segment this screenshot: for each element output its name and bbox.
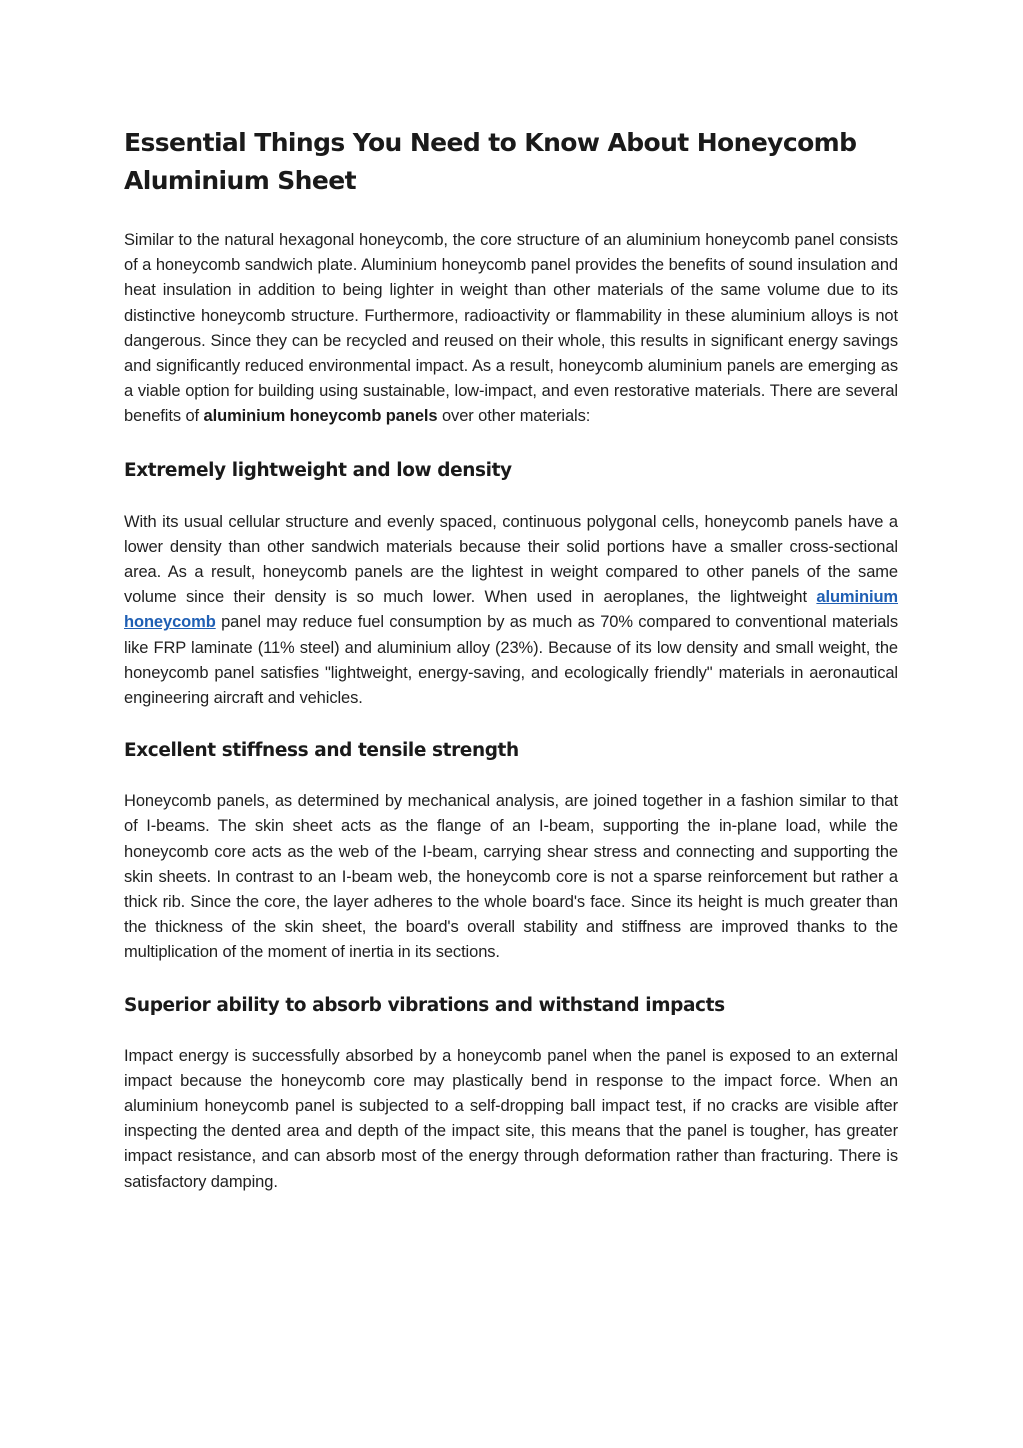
section-heading-lightweight: Extremely lightweight and low density — [124, 459, 512, 481]
intro-text-end: over other materials: — [437, 407, 591, 426]
intro-text: Similar to the natural hexagonal honeycomb, the core structure of an aluminium honeycomb panel consists of a honeycomb sandwich plate. Aluminium honeycomb panel provides the benefits of sound insulation and heat insulation in addition to being lighter in weight than other materials of the same volume due to its distinctive honeycomb structure. Furthermore, radioactivity or flammability in these aluminium alloys is not dangerous. Since they can be recycled and reused on their whole, this results in significant energy savings and significantly reduced environmental impact. As a result, honeycomb aluminium panels are emerging as a viable option for building using sustainable, low-impact, and even restorative materials. There are several benefits of — [124, 231, 898, 426]
section-heading-impacts: Superior ability to absorb vibrations and withstand impacts — [124, 994, 725, 1016]
lightweight-text: With its usual cellular structure and evenly spaced, continuous polygonal cells, honeycomb panels have a lower density than other sandwich materials because their solid portions have a smaller cross-sectional area. As a result, honeycomb panels are the lightest in weight compared to other panels of the same volume since their density is so much lower. When used in aeroplanes, the lightweight — [124, 512, 898, 607]
section-paragraph-lightweight — [124, 510, 898, 712]
aluminium-honeycomb-link[interactable]: aluminium honeycomb — [124, 588, 898, 632]
lightweight-text-end: panel may reduce fuel consumption by as much as 70% compared to conventional materials like FRP laminate (11% steel) and aluminium alloy (23%). Because of its low density and small weight, the honeycomb panel satisfies "lightweight, energy-saving, and ecologically friendly" materials in aeronautical engineering aircraft and vehicles. — [124, 613, 898, 708]
document-title: Essential Things You Need to Know About Honeycomb Aluminium Sheet — [124, 128, 857, 195]
section-heading-stiffness: Excellent stiffness and tensile strength — [124, 740, 519, 762]
section-paragraph-stiffness: Honeycomb panels, as determined by mechanical analysis, are joined together in a fashion similar to that of I-beams. The skin sheet acts as the flange of an I-beam, supporting the in-plane load, while the honeycomb core acts as the web of the I-beam, carrying shear stress and connecting and supporting the skin sheets. In contrast to an I-beam web, the honeycomb core is not a sparse reinforcement but rather a thick rib. Since the core, the layer adheres to the whole board's face. Since its height is much greater than the thickness of the skin sheet, the board's overall stability and stiffness are improved thanks to the multiplication of the moment of inertia in its sections. — [124, 792, 898, 962]
intro-bold-phrase: aluminium honeycomb panels — [203, 407, 438, 426]
section-paragraph-impacts: Impact energy is successfully absorbed by a honeycomb panel when the panel is exposed to an external impact because the honeycomb core may plastically bend in response to the impact force. When an aluminium honeycomb panel is subjected to a self-dropping ball impact test, if no cracks are visible after inspecting the dented area and depth of the impact site, this means that the panel is tougher, has greater impact resistance, and can absorb most of the energy through deformation rather than fracturing. There is satisfactory damping. — [124, 1046, 898, 1191]
intro-paragraph — [124, 228, 898, 430]
document-page — [124, 124, 898, 1195]
